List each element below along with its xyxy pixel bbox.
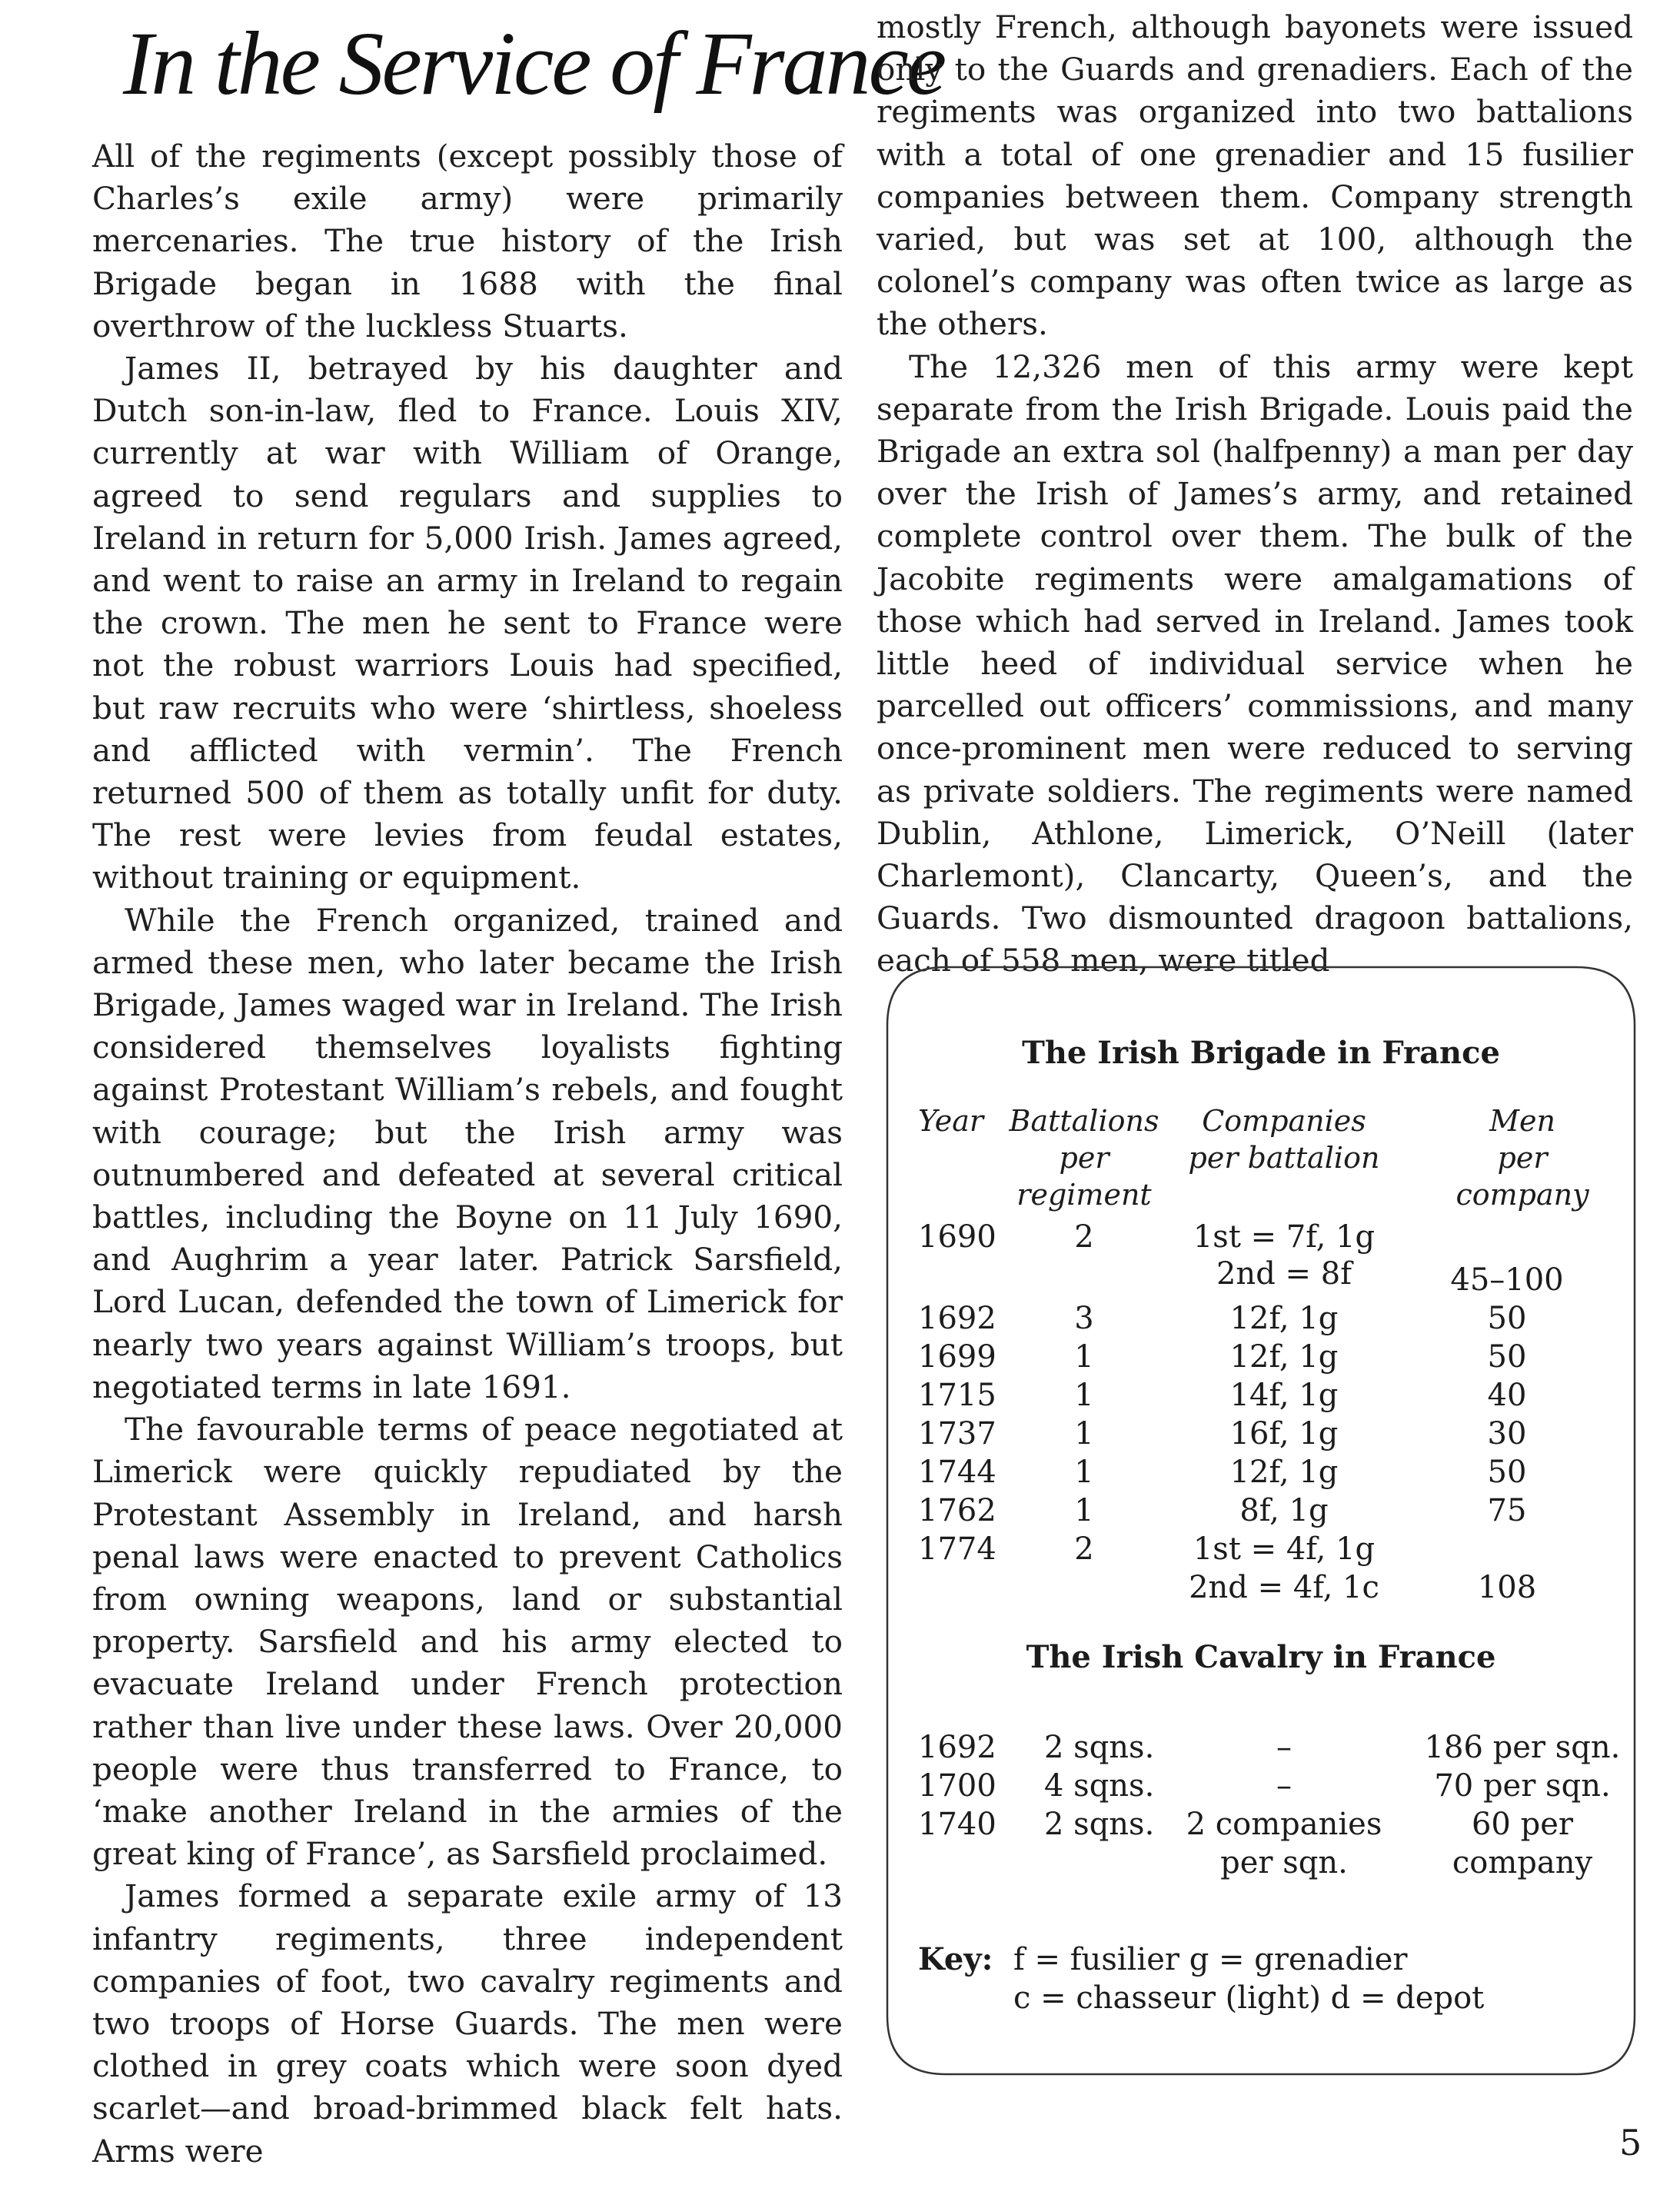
page-number: 5 bbox=[1619, 2122, 1642, 2163]
cell-squadrons: 2 sqns. bbox=[1044, 1807, 1155, 1842]
right-column bbox=[877, 6, 1633, 983]
cell-men: 30 bbox=[1487, 1416, 1527, 1451]
cell-companies: 12f, 1g bbox=[1229, 1301, 1339, 1336]
paragraph: All of the regiments (except possibly those of Charles’s exile army) were primarily mercenaries. The true history of the Irish Brigade began in 1688 with the final overthrow of the luckless Stuarts. bbox=[92, 138, 843, 344]
cell-companies: 12f, 1g bbox=[1229, 1339, 1339, 1375]
header-companies: Companies bbox=[1202, 1104, 1366, 1138]
cell-year: 1690 bbox=[918, 1219, 996, 1255]
cell-year: 1715 bbox=[918, 1378, 996, 1413]
paragraph: James II, betrayed by his daughter and Dutch son-in-law, fled to France. Louis XIV, currently at war with William of Orange, agreed to send regulars and supplies to Ireland in return for 5,000 Irish. James agreed, and went to raise an army in Ireland to regain the crown. The men he sent to France were not the robust warriors Louis had specified, but raw recruits who were ‘shirtless, shoeless and afflicted with vermin’. The French returned 500 of them as totally unfit for duty. The rest were levies from feudal estates, without training or equipment. bbox=[92, 350, 843, 896]
cell-battalions: 1 bbox=[1074, 1339, 1094, 1375]
cell-men: 50 bbox=[1487, 1455, 1527, 1490]
paragraph: The favourable terms of peace negotiated at Limerick were quickly repudiated by the Protestant Assembly in Ireland, and harsh penal laws were enacted to prevent Catholics from owning weapons, land or substantial property. Sarsfield and his army elected to evacuate Ireland under French protection rather than live under these laws. Over 20,000 people were thus transferred to France, to ‘make another Ireland in the armies of the great king of France’, as Sarsfield proclaimed. bbox=[92, 1411, 843, 1873]
cell-battalions: 2 bbox=[1074, 1531, 1094, 1567]
header-companies-sub: per battalion bbox=[1188, 1141, 1380, 1175]
cell-squadrons: 4 sqns. bbox=[1044, 1768, 1155, 1804]
cell-year: 1740 bbox=[918, 1807, 996, 1842]
cell-companies: 8f, 1g bbox=[1239, 1493, 1329, 1528]
paragraph: mostly French, although bayonets were issued only to the Guards and grenadiers. Each of the regiments was organized into two battalions with a total of one grenadier and 15 fusilier companies between them. Company strength varied, but was set at 100, although the colonel’s company was often twice as large as the others. bbox=[877, 8, 1633, 343]
cell-companies: 1st = 4f, 1g bbox=[1193, 1531, 1376, 1567]
cell-year: 1737 bbox=[918, 1416, 996, 1451]
cell-year: 1700 bbox=[918, 1768, 996, 1804]
page-title: In the Service of France bbox=[123, 13, 945, 114]
cell-battalions: 1 bbox=[1074, 1378, 1094, 1413]
cell-men: 186 per sqn. bbox=[1424, 1730, 1621, 1765]
cell-battalions: 1 bbox=[1074, 1455, 1094, 1490]
cell-men: 108 bbox=[1477, 1570, 1537, 1605]
cell-men: 70 per sqn. bbox=[1434, 1768, 1611, 1804]
cell-battalions: 2 bbox=[1074, 1219, 1094, 1255]
cell-companies-cont: per sqn. bbox=[1220, 1845, 1348, 1880]
cell-year: 1744 bbox=[918, 1455, 996, 1490]
table-title: The Irish Brigade in France bbox=[1022, 1035, 1500, 1071]
left-column bbox=[92, 135, 843, 2173]
cell-companies: 2 companies bbox=[1186, 1807, 1382, 1842]
paragraph: James formed a separate exile army of 13 infantry regiments, three independent companies of foot, two cavalry regiments and two troops of Horse Guards. The men were clothed in grey coats which were soon dyed scarlet—and broad-brimmed black felt hats. Arms were bbox=[92, 1877, 843, 2170]
paragraph: The 12,326 men of this army were kept separate from the Irish Brigade. Louis paid the Brigade an extra sol (halfpenny) a man per day over the Irish of James’s army, and retained complete control over them. The bulk of the Jacobite regiments were amalgamations of those which had served in Ireland. James took little heed of individual service when he parcelled out officers’ commissions, and many once-prominent men were reduced to serving as private soldiers. The regiments were named Dublin, Athlone, Limerick, O’Neill (later Charlemont), Clancarty, Queen’s, and the Guards. Two dismounted dragoon battalions, each of 558 men, were titled bbox=[877, 347, 1633, 979]
cell-companies: 14f, 1g bbox=[1229, 1378, 1339, 1413]
header-battalions: Battalions bbox=[1009, 1104, 1159, 1138]
cell-companies: 12f, 1g bbox=[1229, 1455, 1339, 1490]
cell-year: 1692 bbox=[918, 1301, 996, 1336]
cell-companies: – bbox=[1276, 1730, 1292, 1765]
cell-companies: – bbox=[1276, 1768, 1292, 1804]
paragraph: While the French organized, trained and armed these men, who later became the Irish Brigade, James waged war in Ireland. The Irish considered themselves loyalists fighting against Protestant William’s rebels, and fought with courage; but the Irish army was outnumbered and defeated at several critical battles, including the Boyne on 11 July 1690, and Aughrim a year later. Patrick Sarsfield, Lord Lucan, defended the town of Limerick for nearly two years against William’s troops, but negotiated terms in late 1691. bbox=[92, 901, 843, 1405]
cell-companies: 16f, 1g bbox=[1229, 1416, 1339, 1451]
header-men-sub: per company bbox=[1455, 1141, 1589, 1212]
key-line-1: f = fusilier g = grenadier bbox=[1013, 1942, 1408, 1977]
cell-year: 1692 bbox=[918, 1730, 996, 1765]
key-label: Key: bbox=[918, 1941, 993, 1977]
cell-men: 75 bbox=[1487, 1493, 1527, 1528]
cell-men-cont: company bbox=[1452, 1845, 1593, 1880]
cell-men: 60 per bbox=[1471, 1807, 1573, 1842]
cell-year: 1774 bbox=[918, 1531, 996, 1567]
cell-men: 50 bbox=[1487, 1339, 1527, 1375]
cell-battalions: 3 bbox=[1074, 1301, 1094, 1336]
header-year: Year bbox=[918, 1104, 984, 1138]
key-line-2: c = chasseur (light) d = depot bbox=[1013, 1980, 1485, 2016]
cell-men: 40 bbox=[1487, 1378, 1527, 1413]
cell-men: 50 bbox=[1487, 1301, 1527, 1336]
cell-year: 1699 bbox=[918, 1339, 996, 1375]
cell-men: 45–100 bbox=[1450, 1262, 1564, 1298]
cell-battalions: 1 bbox=[1074, 1416, 1094, 1451]
header-battalions-sub: per regiment bbox=[1016, 1141, 1152, 1212]
cell-squadrons: 2 sqns. bbox=[1044, 1730, 1155, 1765]
cell-battalions: 1 bbox=[1074, 1493, 1094, 1528]
table-box bbox=[884, 964, 1638, 2077]
cavalry-table-title: The Irish Cavalry in France bbox=[1026, 1639, 1496, 1675]
cell-companies: 2nd = 8f bbox=[1216, 1256, 1352, 1292]
cell-companies: 1st = 7f, 1g bbox=[1193, 1219, 1376, 1255]
header-men: Men bbox=[1489, 1104, 1555, 1138]
cell-companies: 2nd = 4f, 1c bbox=[1189, 1570, 1379, 1605]
cell-year: 1762 bbox=[918, 1493, 996, 1528]
